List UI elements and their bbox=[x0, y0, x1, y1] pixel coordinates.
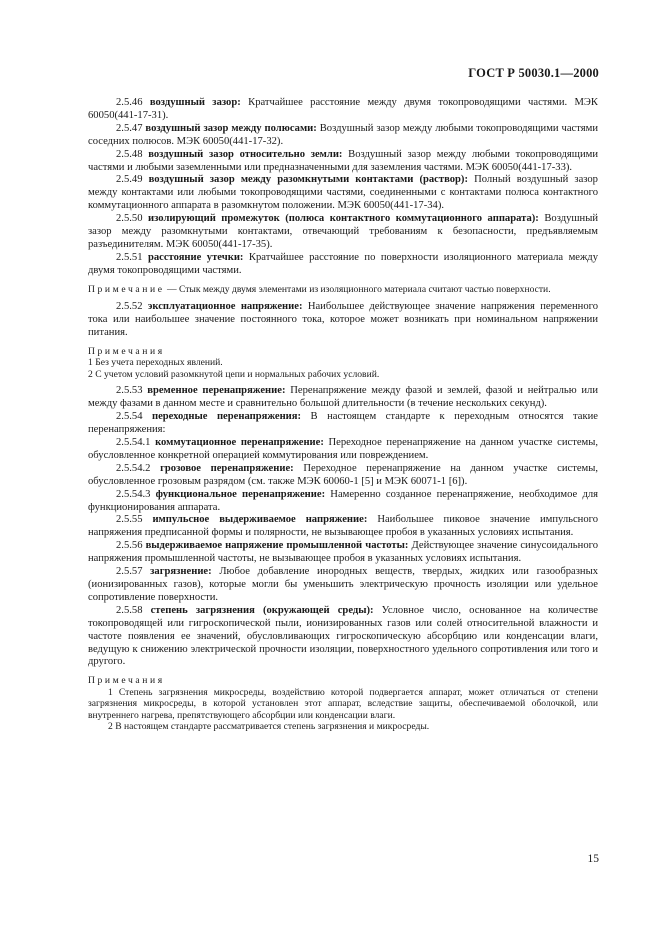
clause-2-5-46 bbox=[88, 97, 598, 123]
clause-2-5-47 bbox=[88, 123, 598, 149]
clause-term: степень загрязнения (окружающей среды): bbox=[150, 604, 374, 616]
note-item: 2 С учетом условий разомкнутой цепи и нормальных рабочих условий. bbox=[88, 368, 380, 380]
note-label: Примечание bbox=[88, 283, 165, 295]
clause-number: 2.5.55 bbox=[116, 514, 153, 526]
clause-text: Переходное перенапряжение на данном участке системы, обусловленное конкретной операцией коммутирования или повреждением. bbox=[88, 437, 598, 461]
clause-text: Условное число, основанное на количестве токопроводящей или гигроскопической пыли, ионизированных газов или солей относительной влажности и частоте появления ее значений, обусловливающих гигроскопическую абсорбцию или конденсации влаги, ведущую к снижению электрической прочности изоляции, поверхностного удельного сопротивления или того и другого. bbox=[88, 604, 598, 668]
clause-text: Наибольшее действующее значение напряжения переменного тока или наибольшее значение постоянного тока, которое может возникать при номинальном напряжении питания. bbox=[88, 301, 598, 338]
notes-label-2-5-58: Примечания bbox=[88, 675, 165, 687]
clause-2-5-52 bbox=[88, 301, 598, 340]
clause-text: Перенапряжение между фазой и землей, фазой и нейтралью или между фазами в данном месте и сравнительно большой длительности (в течение нескольких секунд). bbox=[88, 385, 598, 410]
clause-text: Кратчайшее расстояние по поверхности изоляционного материала между двумя токопроводящими частями. bbox=[88, 251, 598, 276]
clause-term: импульсное выдерживаемое напряжение: bbox=[152, 514, 368, 526]
clause-2-5-54-2 bbox=[88, 463, 598, 489]
clause-2-5-57 bbox=[88, 566, 598, 605]
clause-2-5-55 bbox=[88, 514, 598, 540]
clause-term: временное перенапряжение: bbox=[147, 385, 286, 397]
clause-text: Переходное перенапряжение на данном участке системы, обусловленное грозовым разрядом (см. также МЭК 60060-1 [5] и МЭК 60071-1 [6]). bbox=[88, 462, 599, 487]
clause-text: Воздушный зазор между любыми токопроводящими частями и любыми заземленными или предназначенными для заземления частями. МЭК 60050(441-17-33). bbox=[88, 148, 598, 173]
clause-term: эксплуатационное напряжение: bbox=[147, 301, 303, 313]
clause-term: загрязнение: bbox=[150, 566, 212, 578]
note-item: 1 Степень загрязнения микросреды, воздействию которой подвергается аппарат, может отличаться от степени загрязнения микросреды, в которой установлен этот аппарат, вследствие защиты, обеспечиваемой оболочкой, или внутреннего нагрева, препятствующего абсорбции или конденсации влаги. bbox=[88, 686, 598, 721]
note-text: — Стык между двумя элементами из изоляционного материала считают частью поверхности. bbox=[164, 283, 551, 295]
clause-term: расстояние утечки: bbox=[147, 251, 244, 263]
clause-term: коммутационное перенапряжение: bbox=[155, 437, 324, 449]
clause-2-5-54-1 bbox=[88, 437, 598, 463]
clause-number: 2.5.58 bbox=[116, 604, 151, 616]
clause-term: воздушный зазор: bbox=[149, 97, 241, 108]
clause-term: воздушный зазор между разомкнутыми контактами (раствор): bbox=[148, 174, 468, 186]
clause-number: 2.5.50 bbox=[116, 213, 148, 225]
clause-2-5-48 bbox=[88, 149, 598, 175]
note-2-5-51 bbox=[88, 284, 598, 296]
clause-number: 2.5.54.3 bbox=[116, 488, 156, 500]
clause-number: 2.5.54 bbox=[116, 411, 152, 423]
note-item: 1 Без учета переходных явлений. bbox=[88, 357, 223, 369]
clause-2-5-58 bbox=[88, 605, 598, 670]
clause-term: выдерживаемое напряжение промышленной частоты: bbox=[145, 540, 409, 552]
notes-label-2-5-52: Примечания bbox=[88, 345, 165, 357]
page-number: 15 bbox=[587, 853, 599, 865]
clause-text: Наибольшее пиковое значение импульсного напряжения предписанной формы и полярности, не вызывающее пробоя в указанных условиях испытания. bbox=[88, 514, 598, 539]
clause-text: Намеренно созданное перенапряжение, необходимое для функционирования аппарата. bbox=[88, 488, 598, 513]
clause-2-5-53 bbox=[88, 385, 598, 411]
clause-term: переходные перенапряжения: bbox=[151, 411, 302, 423]
clause-2-5-56 bbox=[88, 540, 598, 566]
clause-text: Любое добавление инородных веществ, твердых, жидких или газообразных (ионизированных газов), которые могли бы уменьшить электрическую прочность изоляции или удельное сопротивление поверхности. bbox=[88, 566, 598, 603]
clause-number: 2.5.52 bbox=[116, 301, 148, 313]
clause-term: грозовое перенапряжение: bbox=[160, 462, 294, 474]
clause-number: 2.5.56 bbox=[116, 540, 146, 552]
clause-text: Воздушный зазор между разомкнутыми контактами, отвечающий требованиям к безопасности, предъявляемым разъединителям. МЭК 60050(441-17-35). bbox=[88, 213, 598, 250]
clause-term: воздушный зазор между полюсами: bbox=[145, 122, 317, 134]
clause-number: 2.5.48 bbox=[116, 148, 149, 160]
clause-term: воздушный зазор относительно земли: bbox=[148, 148, 343, 160]
document-body bbox=[88, 97, 598, 733]
clause-number: 2.5.49 bbox=[116, 174, 149, 186]
clause-number: 2.5.47 bbox=[116, 122, 146, 134]
clause-term: изолирующий промежуток (полюса контактного коммутационного аппарата): bbox=[148, 213, 539, 225]
clause-text: Полный воздушный зазор между контактами или любыми токопроводящими частями, соединенными с контактами полюса контактного коммутационного аппарата в разомкнутом положении. МЭК 60050(441-17-34). bbox=[88, 174, 598, 212]
clause-2-5-54 bbox=[88, 411, 598, 437]
clause-term: функциональное перенапряжение: bbox=[155, 488, 326, 500]
note-item: 2 В настоящем стандарте рассматривается степень загрязнения и микросреды. bbox=[108, 721, 430, 733]
clause-number: 2.5.46 bbox=[116, 97, 150, 108]
clause-2-5-51 bbox=[88, 252, 598, 278]
clause-2-5-50 bbox=[88, 213, 598, 252]
clause-text: Воздушный зазор между любыми токопроводящими частями соседних полюсов. МЭК 60050(441-17-32). bbox=[88, 122, 598, 147]
standard-designation: ГОСТ Р 50030.1—2000 bbox=[468, 66, 599, 80]
clause-number: 2.5.54.2 bbox=[116, 462, 161, 474]
clause-text: Кратчайшее расстояние между двумя токопроводящими частями. МЭК 60050(441-17-31). bbox=[88, 97, 598, 121]
clause-number: 2.5.54.1 bbox=[116, 437, 156, 449]
clause-number: 2.5.57 bbox=[116, 566, 151, 578]
clause-2-5-49 bbox=[88, 174, 598, 213]
clause-number: 2.5.53 bbox=[116, 385, 148, 397]
clause-2-5-54-3 bbox=[88, 489, 598, 515]
clause-text: Действующее значение синусоидального напряжения промышленной частоты, не вызывающее пробоя в указанных условиях испытания. bbox=[88, 540, 598, 565]
clause-text: В настоящем стандарте к переходным относятся такие перенапряжения: bbox=[88, 411, 598, 436]
clause-number: 2.5.51 bbox=[116, 251, 148, 263]
